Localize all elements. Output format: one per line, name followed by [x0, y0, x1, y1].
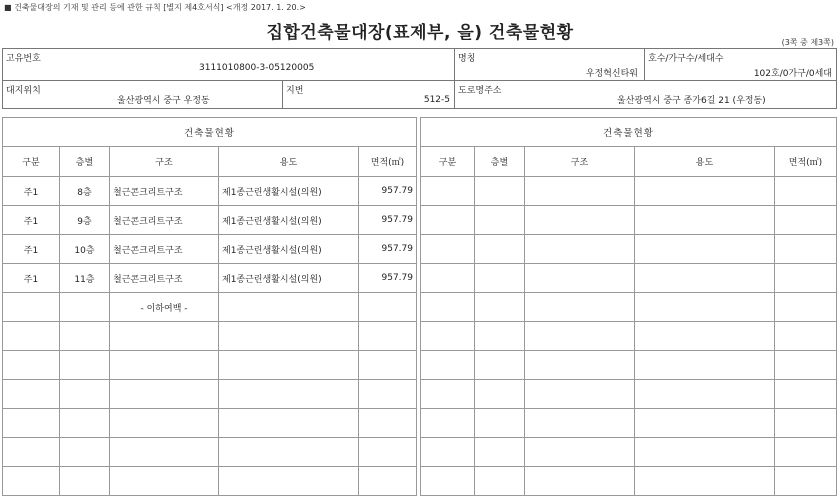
unique-no-value: 3111010800-3-05120005 — [199, 63, 315, 73]
units-label: 호수/가구수/세대수 — [648, 54, 724, 64]
page-indicator: (3쪽 중 제3쪽) — [781, 38, 834, 47]
section-title-right: 건축물현황 — [421, 118, 837, 147]
cell-div: 주1 — [3, 264, 60, 293]
cell-div: 주1 — [3, 177, 60, 206]
col-floor-right: 층별 — [475, 147, 525, 177]
col-div: 구분 — [3, 147, 60, 177]
section-title-left: 건축물현황 — [3, 118, 417, 147]
col-use: 용도 — [219, 147, 359, 177]
header-table — [2, 48, 837, 109]
col-structure-right: 구조 — [525, 147, 635, 177]
col-use-right: 용도 — [635, 147, 775, 177]
lot-value: 512-5 — [423, 95, 450, 105]
col-div-right: 구분 — [421, 147, 475, 177]
table-row — [3, 235, 837, 264]
site-value: 울산광역시 중구 우정동 — [117, 96, 210, 106]
table-row — [3, 351, 837, 380]
col-area-right: 면적(㎡) — [775, 147, 837, 177]
table-row — [3, 206, 837, 235]
legal-note: ■ 건축물대장의 기재 및 관리 등에 관한 규칙 [별지 제4호서식] <개정 2017. 1. 20.> — [4, 3, 306, 12]
cell-floor: 8층 — [60, 177, 110, 206]
table-row — [3, 467, 837, 496]
site-label: 대지위치 — [6, 86, 41, 96]
cell-use: 제1종근린생활시설(의원) — [219, 264, 359, 293]
col-area: 면적(㎡) — [359, 147, 417, 177]
road-label: 도로명주소 — [458, 86, 502, 96]
table-row — [3, 380, 837, 409]
lot-label: 지번 — [286, 86, 304, 96]
building-status-table — [2, 117, 837, 496]
units-cell — [645, 49, 837, 81]
cell-div: 주1 — [3, 206, 60, 235]
table-row — [3, 293, 837, 322]
name-cell — [455, 49, 645, 81]
unique-no-label: 고유번호 — [6, 54, 41, 64]
table-row — [3, 177, 837, 206]
cell-structure: 철근콘크리트구조 — [110, 177, 219, 206]
road-cell — [455, 81, 837, 109]
unique-no-cell — [3, 49, 455, 81]
cell-structure: 철근콘크리트구조 — [110, 235, 219, 264]
table-row — [3, 438, 837, 467]
name-label: 명칭 — [458, 54, 476, 64]
units-value: 102호/0가구/0세대 — [753, 69, 832, 79]
cell-area: 957.79 — [359, 235, 417, 264]
cell-use: 제1종근린생활시설(의원) — [219, 177, 359, 206]
cell-floor: 10층 — [60, 235, 110, 264]
col-structure: 구조 — [110, 147, 219, 177]
cell-floor: 9층 — [60, 206, 110, 235]
cell-use: 제1종근린생활시설(의원) — [219, 206, 359, 235]
cell-area: 957.79 — [359, 206, 417, 235]
name-value: 우정혁신타워 — [585, 69, 638, 79]
cell-structure: 철근콘크리트구조 — [110, 264, 219, 293]
col-floor: 층별 — [60, 147, 110, 177]
blank-note: - 이하여백 - — [110, 293, 219, 322]
cell-area: 957.79 — [359, 177, 417, 206]
road-value: 울산광역시 중구 종가6길 21 (우정동) — [617, 96, 766, 106]
page-title: 집합건축물대장(표제부, 을) 건축물현황 — [266, 23, 574, 43]
table-row — [3, 264, 837, 293]
table-row — [3, 409, 837, 438]
site-cell — [3, 81, 283, 109]
cell-use: 제1종근린생활시설(의원) — [219, 235, 359, 264]
cell-floor: 11층 — [60, 264, 110, 293]
cell-structure: 철근콘크리트구조 — [110, 206, 219, 235]
lot-cell — [283, 81, 455, 109]
cell-area: 957.79 — [359, 264, 417, 293]
cell-div: 주1 — [3, 235, 60, 264]
table-row — [3, 322, 837, 351]
